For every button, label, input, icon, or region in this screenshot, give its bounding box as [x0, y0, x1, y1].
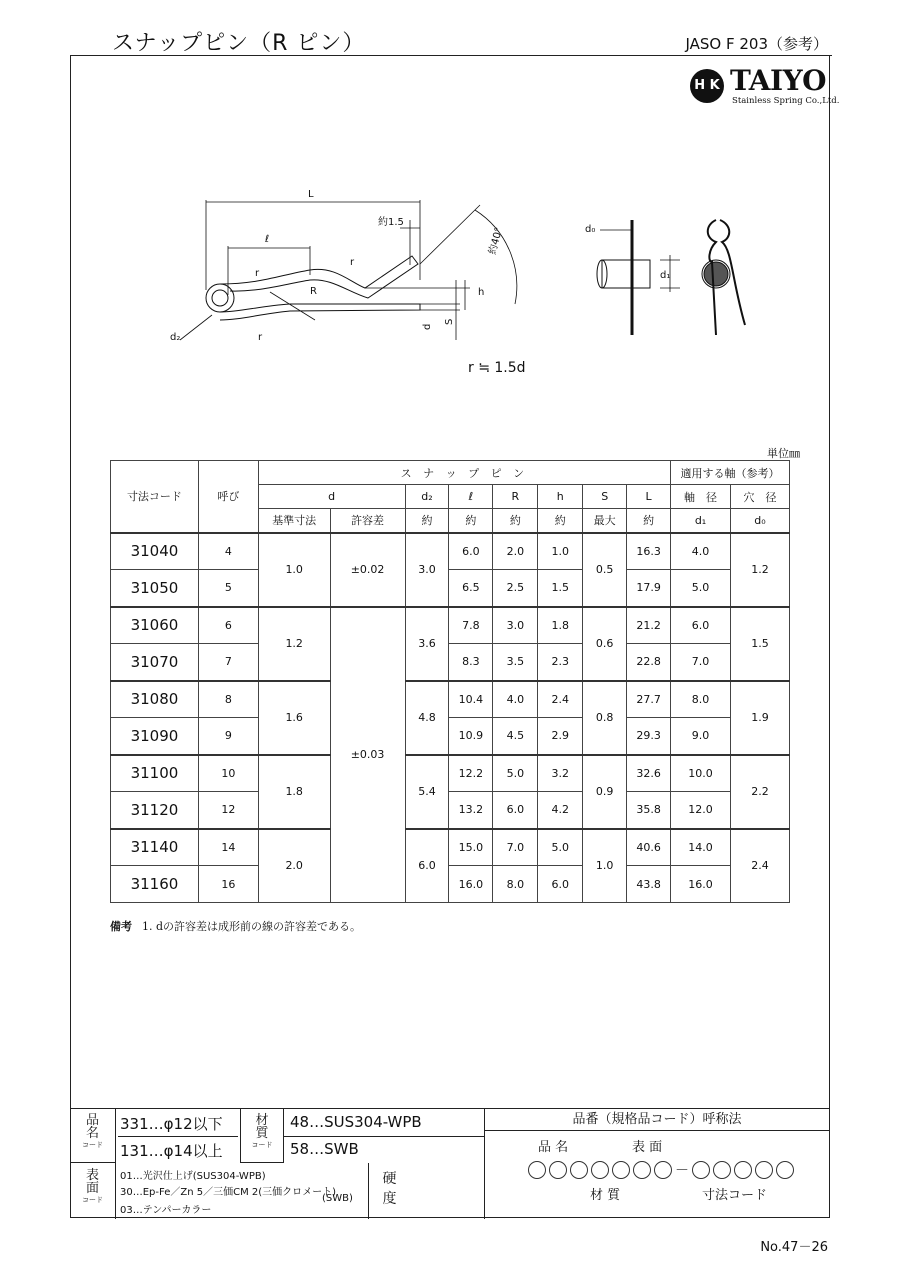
cell-h: 1.5 — [538, 570, 583, 607]
cell-ell: 10.4 — [449, 681, 493, 718]
cell-d1: 16.0 — [671, 866, 731, 903]
cell-d1: 12.0 — [671, 792, 731, 829]
hinmei-label: 品名 — [85, 1113, 99, 1141]
header-shaft-dia: 軸 径 — [671, 485, 731, 509]
cell-R: 8.0 — [493, 866, 538, 903]
digit-circle — [692, 1161, 710, 1179]
cell-h: 2.3 — [538, 644, 583, 681]
label-h: h — [478, 287, 485, 298]
cell-S: 0.9 — [583, 755, 627, 829]
naming-title: 品番（規格品コード）呼称法 — [484, 1109, 830, 1131]
zaishitsu-divider — [284, 1136, 484, 1137]
digit-circle — [713, 1161, 731, 1179]
hinmei-divider — [118, 1136, 238, 1137]
cell-S: 0.8 — [583, 681, 627, 755]
hinmei-option-1: 331…φ12以下 — [120, 1115, 223, 1133]
zaishitsu-option-1: 48…SUS304-WPB — [290, 1113, 422, 1131]
table-row — [111, 607, 790, 644]
cell-L: 35.8 — [627, 792, 671, 829]
cell-L: 32.6 — [627, 755, 671, 792]
zaishitsu-code-label: コード — [251, 1141, 273, 1149]
table-row — [111, 866, 790, 903]
header-snap-pin: ス ナ ッ プ ピ ン — [258, 461, 670, 485]
remarks — [110, 918, 361, 934]
cell-d2: 3.0 — [405, 533, 449, 607]
label-r-1: r — [255, 268, 260, 279]
digit-circle — [612, 1161, 630, 1179]
cell-d1: 9.0 — [671, 718, 731, 755]
cell-R: 2.5 — [493, 570, 538, 607]
table-row — [111, 644, 790, 681]
table-row — [111, 755, 790, 792]
unit-label: 単位㎜ — [767, 447, 800, 460]
cell-code: 31080 — [111, 681, 199, 718]
naming-circles — [528, 1159, 797, 1180]
cell-ell: 7.8 — [449, 607, 493, 644]
zaishitsu-label-cell — [240, 1109, 284, 1163]
cell-code: 31140 — [111, 829, 199, 866]
header-tolerance: 許容差 — [330, 509, 405, 533]
cell-code: 31040 — [111, 533, 199, 570]
label-S: S — [444, 318, 455, 325]
remarks-text: 1. dの許容差は成形前の線の許容差である。 — [142, 920, 362, 933]
label-r-2: r — [350, 257, 355, 268]
cell-ell: 6.5 — [449, 570, 493, 607]
cell-code: 31070 — [111, 644, 199, 681]
header-d2: d₂ — [405, 485, 449, 509]
r-pin-drawing — [120, 180, 760, 380]
cell-ell: 6.0 — [449, 533, 493, 570]
cell-d1: 4.0 — [671, 533, 731, 570]
cell-nominal: 9 — [198, 718, 258, 755]
cell-d: 2.0 — [258, 829, 330, 903]
cell-d2: 4.8 — [405, 681, 449, 755]
cell-tolerance: ±0.03 — [330, 607, 405, 903]
cell-h: 6.0 — [538, 866, 583, 903]
digit-circle — [755, 1161, 773, 1179]
cell-code: 31050 — [111, 570, 199, 607]
digit-circle — [654, 1161, 672, 1179]
cell-L: 43.8 — [627, 866, 671, 903]
digit-circle — [591, 1161, 609, 1179]
cell-d1: 8.0 — [671, 681, 731, 718]
header-d1: d₁ — [671, 509, 731, 533]
cell-d2: 5.4 — [405, 755, 449, 829]
naming-hinmei: 品 名 — [538, 1140, 569, 1155]
digit-circle — [776, 1161, 794, 1179]
cell-ell: 10.9 — [449, 718, 493, 755]
company-logo — [690, 64, 840, 110]
cell-d0: 2.4 — [730, 829, 789, 903]
kodo-label-cell — [368, 1163, 410, 1219]
digit-circle — [633, 1161, 651, 1179]
hyomen-label: 表面 — [85, 1168, 99, 1196]
cell-ell: 15.0 — [449, 829, 493, 866]
label-d: d — [422, 323, 433, 330]
cell-d2: 3.6 — [405, 607, 449, 681]
cell-R: 5.0 — [493, 755, 538, 792]
cell-R: 3.5 — [493, 644, 538, 681]
cell-L: 16.3 — [627, 533, 671, 570]
header-d: d — [258, 485, 405, 509]
cell-S: 0.6 — [583, 607, 627, 681]
page-title: スナップピン（R ピン） — [112, 31, 366, 56]
cell-h: 3.2 — [538, 755, 583, 792]
cell-code: 31090 — [111, 718, 199, 755]
label-d0: d₀ — [585, 224, 596, 235]
cell-L: 22.8 — [627, 644, 671, 681]
cell-L: 29.3 — [627, 718, 671, 755]
cell-nominal: 5 — [198, 570, 258, 607]
table-row — [111, 792, 790, 829]
cell-code: 31120 — [111, 792, 199, 829]
cell-R: 7.0 — [493, 829, 538, 866]
kodo-label: 硬度 — [382, 1171, 397, 1207]
cell-code: 31060 — [111, 607, 199, 644]
label-r-3: r — [258, 332, 263, 343]
hinmei-code-label: コード — [82, 1141, 103, 1149]
cell-h: 4.2 — [538, 792, 583, 829]
logo-subtitle: Stainless Spring Co.,Ltd. — [732, 96, 840, 106]
cell-ell: 12.2 — [449, 755, 493, 792]
standard-reference: JASO F 203（参考） — [685, 35, 828, 53]
digit-circle — [549, 1161, 567, 1179]
hyomen-option-2: 30…Ep-Fe／Zn 5／三価CM 2(三価クロメート) — [120, 1187, 337, 1198]
cell-d: 1.8 — [258, 755, 330, 829]
cell-d1: 5.0 — [671, 570, 731, 607]
cell-d1: 7.0 — [671, 644, 731, 681]
cell-d0: 1.5 — [730, 607, 789, 681]
label-d2: d₂ — [170, 332, 181, 343]
zaishitsu-option-2: 58…SWB — [290, 1140, 359, 1158]
header-L: L — [627, 485, 671, 509]
hinmei-label-cell — [70, 1109, 116, 1163]
logo-name: TAIYO — [730, 64, 827, 97]
cell-h: 2.9 — [538, 718, 583, 755]
cell-L: 17.9 — [627, 570, 671, 607]
header-approx-d2: 約 — [405, 509, 449, 533]
table-row — [111, 718, 790, 755]
cell-h: 1.0 — [538, 533, 583, 570]
header-approx-R: 約 — [493, 509, 538, 533]
digit-circle — [570, 1161, 588, 1179]
cell-nominal: 10 — [198, 755, 258, 792]
hyomen-option-3: 03…テンパーカラー — [120, 1205, 212, 1216]
header-hole-dia: 穴 径 — [730, 485, 789, 509]
table-row — [111, 681, 790, 718]
cell-R: 2.0 — [493, 533, 538, 570]
cell-code: 31160 — [111, 866, 199, 903]
cell-S: 1.0 — [583, 829, 627, 903]
cell-R: 3.0 — [493, 607, 538, 644]
cell-h: 1.8 — [538, 607, 583, 644]
header-ell: ℓ — [449, 485, 493, 509]
cell-d1: 6.0 — [671, 607, 731, 644]
cell-tolerance: ±0.02 — [330, 533, 405, 607]
cell-d1: 10.0 — [671, 755, 731, 792]
cell-R: 4.5 — [493, 718, 538, 755]
header-applicable: 適用する軸（参考） — [671, 461, 790, 485]
cell-L: 40.6 — [627, 829, 671, 866]
header-h: h — [538, 485, 583, 509]
header-base-dim: 基準寸法 — [258, 509, 330, 533]
cell-nominal: 4 — [198, 533, 258, 570]
cell-d0: 1.2 — [730, 533, 789, 607]
header-approx-ell: 約 — [449, 509, 493, 533]
hyomen-code-label: コード — [82, 1196, 103, 1204]
table-row — [111, 570, 790, 607]
cell-ell: 13.2 — [449, 792, 493, 829]
cell-S: 0.5 — [583, 533, 627, 607]
cell-h: 2.4 — [538, 681, 583, 718]
label-L: L — [308, 189, 314, 200]
page-number: No.47－26 — [760, 1240, 828, 1255]
cell-nominal: 8 — [198, 681, 258, 718]
order-code-block — [70, 1108, 830, 1219]
cell-nominal: 16 — [198, 866, 258, 903]
header-max-S: 最大 — [583, 509, 627, 533]
cell-d1: 14.0 — [671, 829, 731, 866]
logo-mark: H K — [690, 69, 724, 103]
remarks-label: 備考 — [110, 920, 132, 933]
hyomen-option-1: 01…光沢仕上げ(SUS304-WPB) — [120, 1171, 266, 1182]
cell-code: 31100 — [111, 755, 199, 792]
hinmei-option-2: 131…φ14以上 — [120, 1142, 223, 1160]
label-d1: d₁ — [660, 270, 671, 281]
digit-circle — [734, 1161, 752, 1179]
cell-R: 4.0 — [493, 681, 538, 718]
naming-dash: － — [675, 1162, 689, 1179]
radius-formula: r ≒ 1.5d — [468, 360, 526, 376]
naming-hyomen: 表 面 — [632, 1140, 663, 1155]
header-nominal: 呼び — [198, 461, 258, 533]
label-ell: ℓ — [265, 234, 270, 245]
cell-L: 21.2 — [627, 607, 671, 644]
naming-zaishitsu: 材 質 — [590, 1188, 621, 1203]
cell-nominal: 6 — [198, 607, 258, 644]
header-approx-L: 約 — [627, 509, 671, 533]
table-row — [111, 533, 790, 570]
header-R: R — [493, 485, 538, 509]
naming-code: 寸法コード — [702, 1188, 768, 1203]
digit-circle — [528, 1161, 546, 1179]
header-approx-h: 約 — [538, 509, 583, 533]
cell-d: 1.0 — [258, 533, 330, 607]
cell-d2: 6.0 — [405, 829, 449, 903]
table-row — [111, 829, 790, 866]
header-S: S — [583, 485, 627, 509]
cell-ell: 8.3 — [449, 644, 493, 681]
hyomen-label-cell — [70, 1163, 116, 1219]
cell-ell: 16.0 — [449, 866, 493, 903]
pin-side-view — [597, 220, 745, 335]
cell-h: 5.0 — [538, 829, 583, 866]
label-R: R — [310, 286, 317, 297]
cell-nominal: 12 — [198, 792, 258, 829]
header-d0: d₀ — [730, 509, 789, 533]
cell-nominal: 14 — [198, 829, 258, 866]
cell-R: 6.0 — [493, 792, 538, 829]
cell-d0: 2.2 — [730, 755, 789, 829]
label-about-1-5: 約1.5 — [378, 217, 404, 228]
cell-L: 27.7 — [627, 681, 671, 718]
spec-table — [110, 460, 790, 903]
label-angle: 約40° — [487, 226, 506, 256]
hyomen-option-2-material: (SWB) — [322, 1193, 353, 1204]
cell-d: 1.2 — [258, 607, 330, 681]
cell-d0: 1.9 — [730, 681, 789, 755]
zaishitsu-label: 材質 — [255, 1113, 269, 1141]
cell-d: 1.6 — [258, 681, 330, 755]
header-code: 寸法コード — [111, 461, 199, 533]
cell-nominal: 7 — [198, 644, 258, 681]
